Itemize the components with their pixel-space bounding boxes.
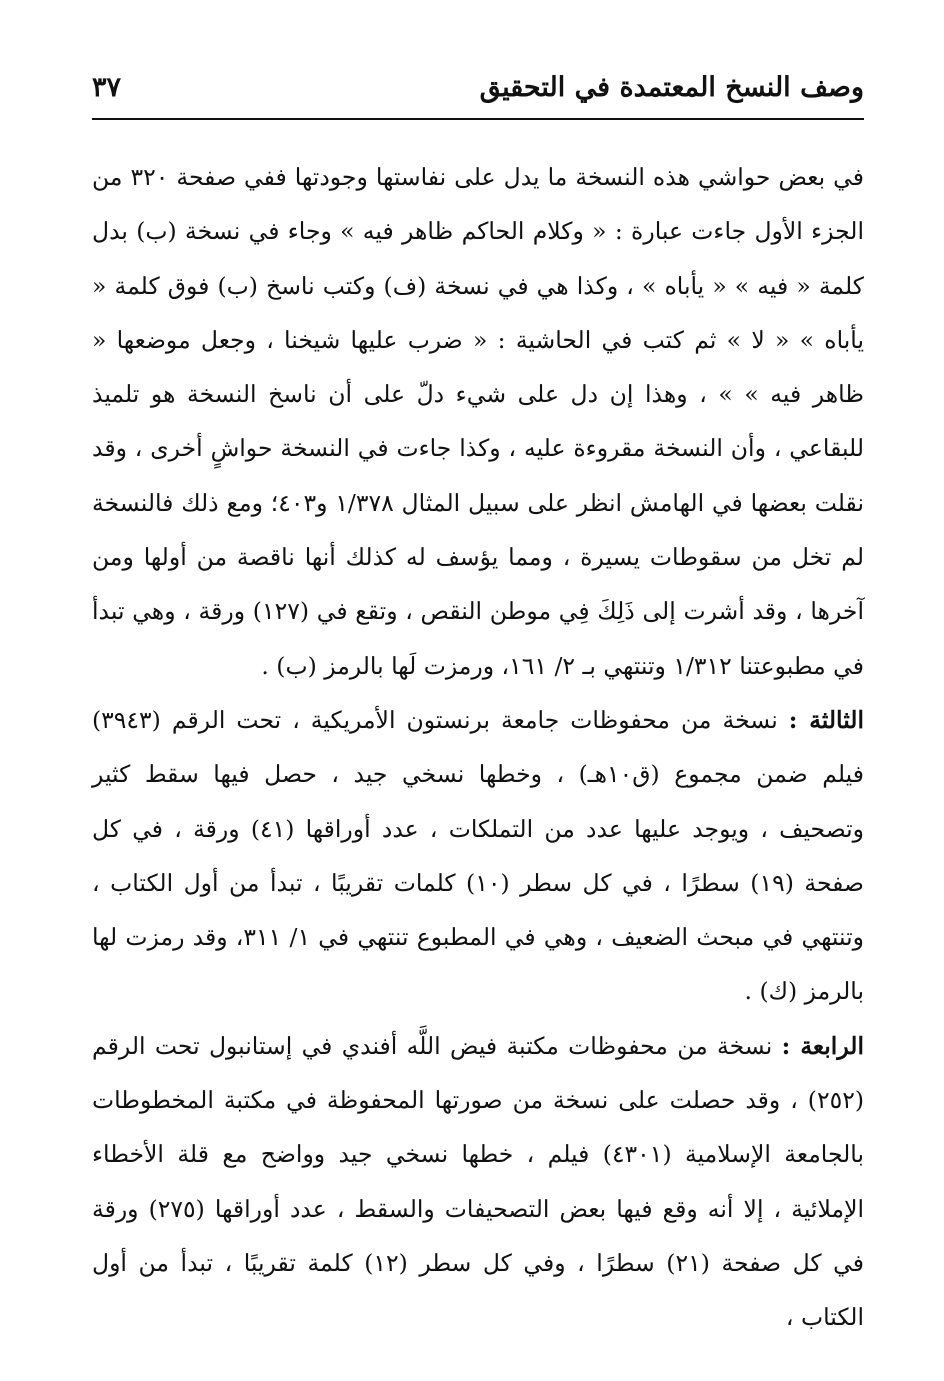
header-divider [92,118,864,120]
paragraph-continuation [92,150,864,693]
paragraph-text: نسخة من محفوظات جامعة برنستون الأمريكية ، تحت الرقم (٣٩٤٣) فيلم ضمن مجموع (ق١٠هـ) ، وخطها نسخي جيد ، حصل فيها سقط كثير وتصحيف ، ويوجد عليها عدد من التملكات ، عدد أوراقها (٤١) ورقة ، في كل صفحة (١٩) سطرًا ، في كل سطر (١٠) كلمات تقريبًا ، تبدأ من أول الكتاب ، وتنتهي في مبحث الضعيف ، وهي في المطبوع تنتهي في ١/ ٣١١، وقد رمزت لها بالرمز (ك) . [92,705,865,1006]
page-number: ٣٧ [92,72,122,103]
paragraph-fourth-manuscript [92,1019,864,1345]
paragraph-text: في بعض حواشي هذه النسخة ما يدل على نفاستها وجودتها ففي صفحة ٣٢٠ من الجزء الأول جاءت عبارة : « وكلام الحاكم ظاهر فيه » وجاء في نسخة (ب) بدل كلمة « فيه » « يأباه » ، وكذا هي في نسخة (ف) وكتب ناسخ (ب) فوق كلمة « يأباه » « لا » ثم كتب في الحاشية : « ضرب عليها شيخنا ، وجعل موضعها « ظاهر فيه » » ، وهذا إن دل على شيء دلّ على أن ناسخ النسخة هو تلميذ للبقاعي ، وأن النسخة مقروءة عليه ، وكذا جاءت في النسخة حواشٍ أخرى ، وقد نقلت بعضها في الهامش انظر على سبيل المثال ١/٣٧٨ و٤٠٣؛ ومع ذلك فالنسخة لم تخل من سقوطات يسيرة ، ومما يؤسف له كذلك أنها ناقصة من أولها ومن آخرها ، وقد أشرت إلى ذَلِكَ فِي موطن النقص ، وتقع في (١٢٧) ورقة ، وهي تبدأ في مطبوعتنا ١/٣١٢ وتنتهي بـ ٢/ ١٦١، ورمزت لَها بالرمز (ب) . [92,163,865,680]
paragraph-lead: الثالثة : [788,705,864,734]
paragraph-lead: الرابعة : [781,1031,864,1060]
running-header-title: وصف النسخ المعتمدة في التحقيق [479,72,864,103]
paragraph-third-manuscript [92,693,864,1019]
running-header [92,68,864,112]
body-text [92,150,864,1345]
paragraph-text: نسخة من محفوظات مكتبة فيض اللَّه أفندي في إستانبول تحت الرقم (٢٥٢) ، وقد حصلت على نسخة من صورتها المحفوظة في مكتبة المخطوطات بالجامعة الإسلامية (٤٣٠١) فيلم ، خطها نسخي جيد وواضح مع قلة الأخطاء الإملائية ، إلا أنه وقع فيها بعض التصحيفات والسقط ، عدد أوراقها (٢٧٥) ورقة في كل صفحة (٢١) سطرًا ، وفي كل سطر (١٢) كلمة تقريبًا ، تبدأ من أول الكتاب ، [92,1031,865,1332]
